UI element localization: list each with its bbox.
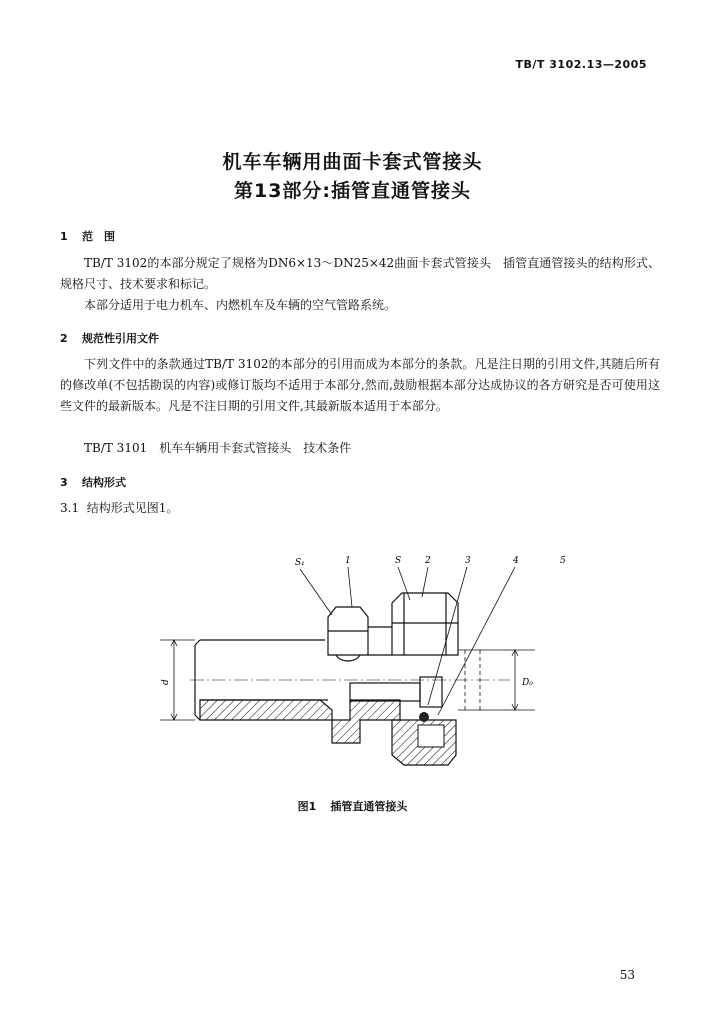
section-title: 结构形式 (82, 476, 126, 489)
standard-code: TB/T 3102.13—2005 (515, 58, 647, 71)
section-number: 1 (60, 230, 68, 243)
body-section-hatch (200, 700, 400, 743)
section-number: 3 (60, 476, 68, 489)
section-2-paragraph-1: 下列文件中的条款通过TB/T 3102的本部分的引用而成为本部分的条款。凡是注日期的引用文件,其随后所有的修改单(不包括勘误的内容)或修订版均不适用于本部分,然而,鼓励根据本部分达成协议的各方研究是否可使用这些文件的最新版本。凡是不注日期的引用文件,其最新版本适用于本部分。 (60, 357, 660, 413)
label-1: 1 (345, 556, 351, 566)
figure-caption (0, 798, 705, 814)
label-3: 3 (465, 556, 471, 566)
subsection-number: 3.1 (60, 501, 80, 515)
label-2: 2 (425, 556, 431, 566)
section-3-heading (60, 474, 126, 490)
section-title: 规范性引用文件 (82, 332, 159, 345)
label-d0: D₀ (522, 678, 533, 688)
label-5: 5 (560, 556, 566, 566)
subsection-text: 结构形式见图1。 (86, 501, 179, 515)
caption-number: 图1 (297, 800, 317, 813)
section-1-heading (60, 228, 115, 244)
label-4: 4 (513, 556, 519, 566)
nut-s1 (328, 607, 368, 661)
figure-1-drawing (160, 545, 566, 775)
nut-s (392, 593, 458, 655)
document-title-line1: 机车车辆用曲面卡套式管接头 (222, 151, 483, 173)
section-title: 范 围 (82, 230, 115, 243)
section-2-reference: TB/T 3101 机车车辆用卡套式管接头 技术条件 (84, 441, 352, 455)
section-2-heading (60, 330, 159, 346)
section-1-paragraph-1: TB/T 3102的本部分规定了规格为DN6×13～DN25×42曲面卡套式管接头 插管直通管接头的结构形式、规格尺寸、技术要求和标记。 (60, 256, 660, 291)
label-s: S (395, 556, 402, 566)
subsection-3-1 (60, 498, 660, 519)
label-s1: S₁ (295, 558, 305, 568)
caption-text: 插管直通管接头 (330, 800, 408, 813)
label-d: d (161, 679, 171, 685)
leader-lines (300, 567, 515, 715)
section-number: 2 (60, 332, 68, 345)
ferrule-cavity (418, 725, 444, 747)
o-ring (419, 712, 429, 722)
section-1-paragraph-2: 本部分适用于电力机车、内燃机车及车辆的空气管路系统。 (84, 298, 397, 312)
document-title-line2: 第13部分:插管直通管接头 (233, 180, 472, 202)
page-number: 53 (619, 968, 635, 982)
